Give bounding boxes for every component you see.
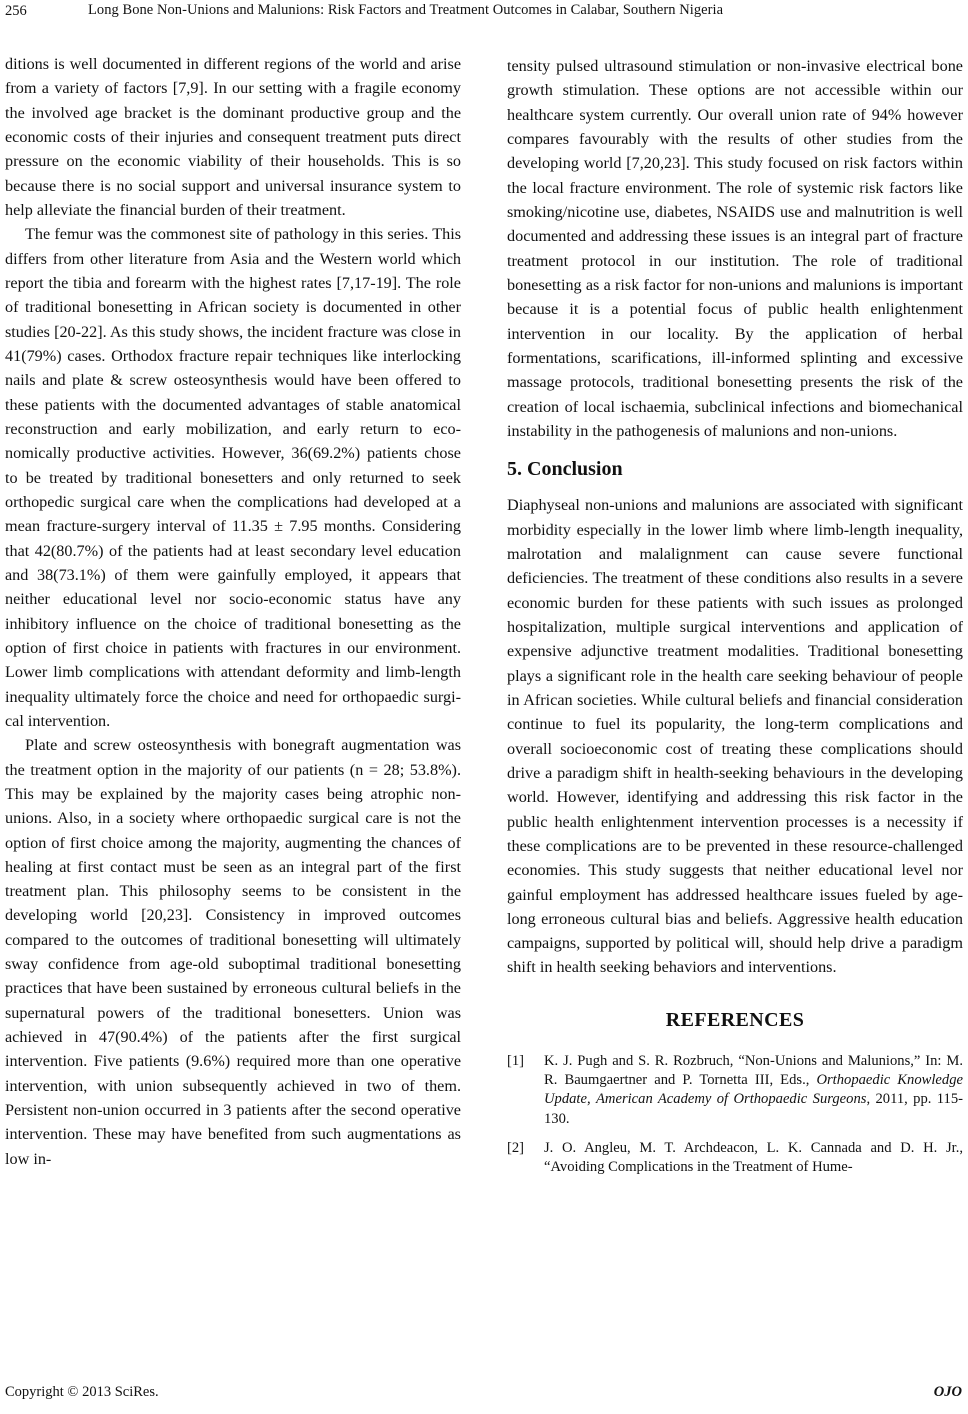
body-paragraph: tensity pulsed ultrasound stimulation or non-invasive electrical bone growth stimulation. These options are not accessible within our healthcare system currently. Our overall union rate of 94% however compares favourably with the results of other studies from the developing world [7,20,23]. This study focused on risk factors within the local fracture environment. The role of systemic risk factors like smoking/nicotine use, diabetes, NSAIDS use and malnutrition is well documented and addressing these issues is an integral part of fracture treatment protocol in our institution. The role of traditional bonesetting as a risk factor for non-unions and malunions is important because it is a potential focus of public health enlightenment intervention in our locality. By the application of herbal formentations, scarifications, ill-informed splinting and excessive massage protocols, traditional bonesetting presents the risk of the creation of local ischaemia, subclinical infections and biomechanical instability in the pathogenesis of malunions and non-unions.	[507, 57, 963, 440]
section-heading: 5. Conclusion	[507, 458, 623, 481]
body-paragraph: ditions is well documented in different regions of the world and arise from a variety of factors [7,9]. In our setting with a fragile economy the involved age bracket is the dominant productive group and the economic costs of their injuries and consequent treatment puts direct pressure on the economic viability of their households. This is so because there is no social support and universal insurance system to help alleviate the financial burden of their treatment.	[5, 55, 461, 219]
body-paragraph: Plate and screw osteosynthesis with bonegraft augmentation was the treatment option in the majority of our patients (n = 28; 53.8%). This may be explained by the majority cases being atrophic non-unions. Also, in a society where orthopaedic surgical care is not the option of first choice among the majority, augmenting the chances of healing at first contact must be seen as an integral part of the first treatment plan. This philosophy seems to be consistent in the developing world [20,23]. Consistency in improved outcomes compared to the outcomes of traditional bonesetting will ultimately sway confidence from age-old suboptimal traditional bonesetting practices that have been sustained by erroneous cultural beliefs in the supernatural powers of the traditional bonesetters. Union was achieved in 47(90.4%) of the patients after the first surgical intervention. Five patients (9.6%) required more than one operative intervention, with union subsequently achieved in two of them. Persistent non-union occurred in 3 patients after the second operative intervention. These may have benefited from such augmentations as low in-	[5, 736, 461, 1168]
body-paragraph: Diaphyseal non-unions and malunions are associated with significant morbidity especially in the lower limb where limb-length inequality, malrotation and malalignment can cause severe functional deficiencies. The treatment of these conditions also results in a severe economic burden for these patients with such issues as prolonged hospitalization, multiple surgical interventions and application of expensive adjunctive treatment modalities. Traditional bonesetting plays a significant role in the health care seeking behaviour of people in African societies. While cultural beliefs and financial consideration continue to fuel its popularity, the long-term complications and overall socioeconomic cost of treating these complications should drive a paradigm shift in health-seeking behaviours in the developing world. However, identifying and addressing this risk factor in the public health enlightenment intervention processes is a necessity if these complications are to be prevented in these resource-challenged economies. This study suggests that neither educational level nor gainful employment has addressed healthcare issues fueled by age-long erroneous cultural bias and beliefs. Aggressive health education campaigns, supported by political will, should help drive a paradigm shift in health seeking behaviors and interventions.	[507, 496, 963, 977]
journal-abbrev: OJO	[933, 1384, 962, 1400]
running-title: Long Bone Non-Unions and Malunions: Risk Factors and Treatment Outcomes in Calabar, Southern Nigeria	[88, 2, 724, 18]
reference-book-title: Orthopaedic Knowledge Update	[544, 1072, 963, 1108]
page-number: 256	[5, 3, 27, 19]
reference-text: , 2011, pp. 115-130.	[544, 1091, 964, 1127]
reference-text: K. J. Pugh and S. R. Rozbruch, “Non-Unions and Malunions,” In: M. R. Baumgaertner and P. Tornetta III, Eds.,	[544, 1052, 963, 1089]
reference-number: [1]	[507, 1052, 525, 1069]
references-heading: REFERENCES	[665, 1008, 805, 1031]
reference-text: J. O. Angleu, M. T. Archdeacon, L. K. Cannada and D. H. Jr., “Avoiding Complications in the Treatment of Hume-	[544, 1140, 963, 1176]
reference-text: ,	[586, 1091, 597, 1108]
reference-number: [2]	[507, 1140, 525, 1156]
page-footer	[0, 1384, 968, 1406]
left-column	[5, 52, 461, 1171]
page-header	[0, 0, 968, 24]
reference-item	[507, 1139, 963, 1178]
copyright-notice: Copyright © 2013 SciRes.	[5, 1384, 159, 1400]
reference-item	[507, 1052, 963, 1129]
body-paragraph: The femur was the commonest site of pathology in this series. This differs from other literature from Asia and the Western world which report the tibia and forearm with the highest rates [7,17-19]. The role of traditional bonesetting in African society is documented in other studies [20-22]. As this study shows, the incident fracture was close in 41(79%) cases. Orthodox fracture repair techniques like interlocking nails and plate & screw osteosynthesis would have been offered to these patients with the documented advantages of stable anatomical reconstruction and early mobilization, and early return to economically productive activities. However, 36(69.2%) patients chose to be treated by traditional bonesetters and only returned to seek orthopedic surgical care when the complications had developed at a mean fracture-surgery interval of 11.35 ± 7.95 months. Considering that 42(80.7%) of the patients had at least secondary level education and 38(73.1%) of them were gainfully employed, it appears that neither educational level nor socio-economic status have any inhibitory influence on the choice of traditional bonesetting as the option of first choice in patients with fractures in our environment. Lower limb complications with attendant deformity and limb-length inequality ultimately force the choice and need for orthopaedic surgical intervention.	[5, 225, 461, 730]
right-column	[507, 54, 963, 1188]
reference-publisher: American Academy of Orthopaedic Surgeons	[596, 1091, 867, 1108]
